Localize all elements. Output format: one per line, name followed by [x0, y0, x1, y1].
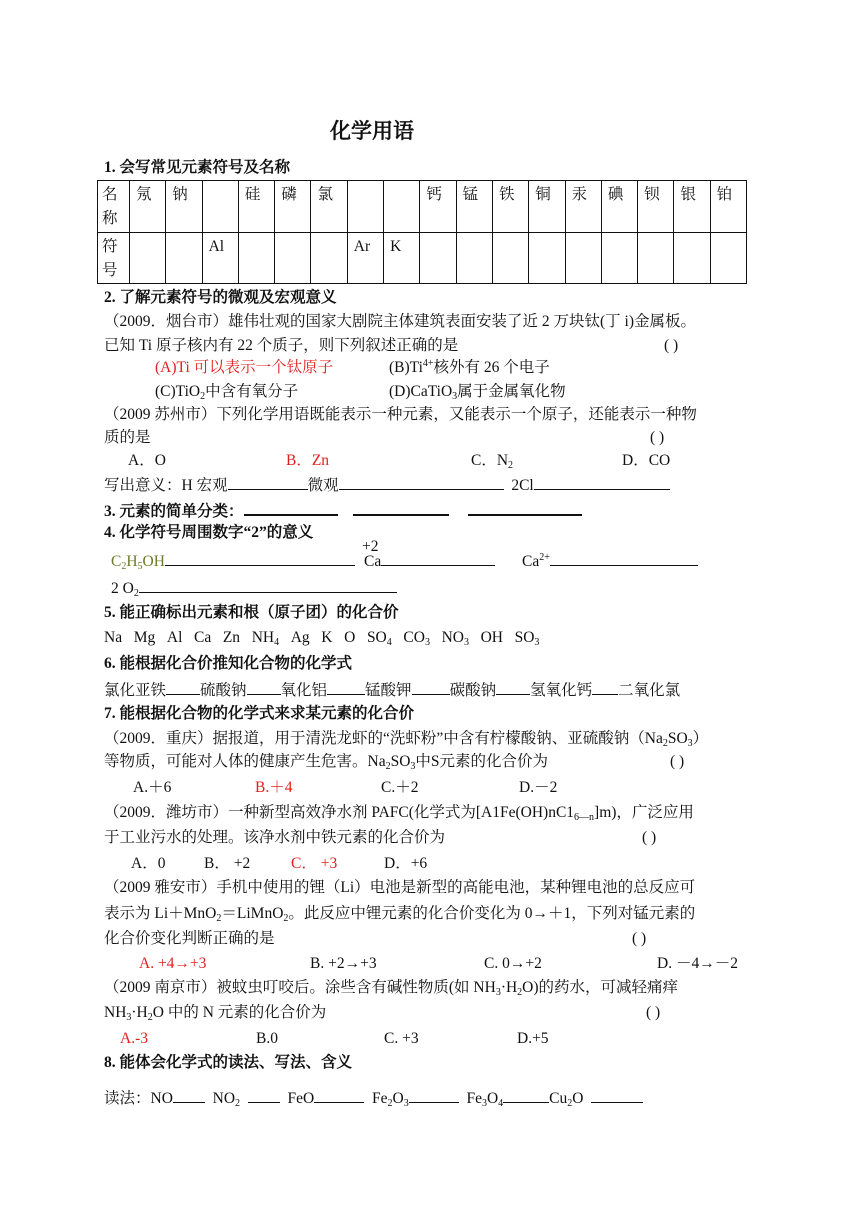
blank[interactable] — [412, 679, 450, 695]
symbol-cell[interactable] — [565, 233, 601, 284]
element-symbol-row — [98, 233, 747, 284]
option-d: D．CO — [622, 452, 671, 469]
answer-paren[interactable]: ( ) — [642, 829, 657, 846]
option-c: C． +3 — [291, 855, 338, 872]
table-cell: 氖 — [130, 181, 166, 233]
option-d: D. －4→－2 — [657, 955, 738, 972]
table-cell: 钙 — [420, 181, 456, 233]
option-d: D．+6 — [384, 855, 428, 872]
blank[interactable] — [468, 499, 582, 516]
blank[interactable] — [166, 679, 200, 695]
symbol-cell[interactable] — [238, 233, 274, 284]
table-cell: 钠 — [166, 181, 202, 233]
table-cell: 铂 — [710, 181, 746, 233]
answer-paren[interactable]: ( ) — [650, 429, 665, 446]
table-cell: 铜 — [529, 181, 565, 233]
option-b: B.0 — [256, 1030, 278, 1047]
reading-line: 读法：NO $NO_2$ FeO $Fe_2O_3$ $Fe_3O_4$ $Cu_2O$ — [104, 1087, 643, 1109]
option-c: C. 0→+2 — [484, 955, 542, 972]
blank[interactable] — [550, 550, 698, 566]
c2h5oh-formula: $C_2H_5OH$ — [111, 553, 165, 572]
page-title: 化学用语 — [330, 119, 414, 143]
ca-ion: $Ca^{2+}$ — [522, 550, 698, 572]
element-table — [97, 180, 747, 284]
question-text: 已知 Ti 原子核内有 22 个质子，则下列叙述正确的是 — [104, 337, 459, 354]
symbol-cell[interactable] — [638, 233, 674, 284]
question-text: 等物质，可能对人体的健康产生危害。$Na_2SO_3$中S元素的化合价为 — [104, 753, 549, 772]
option-c: C．$N_2$ — [471, 452, 514, 471]
question-text: 质的是 — [104, 429, 151, 446]
ca-symbol: Ca — [364, 550, 495, 572]
blank[interactable] — [314, 1087, 364, 1103]
blank[interactable] — [244, 499, 338, 516]
table-cell — [202, 181, 238, 233]
blank[interactable] — [247, 679, 281, 695]
blank[interactable] — [381, 550, 495, 566]
table-cell: 氯 — [311, 181, 347, 233]
option-b: B． +2 — [204, 855, 251, 872]
symbol-cell[interactable] — [456, 233, 492, 284]
blank[interactable] — [534, 474, 670, 490]
blank[interactable] — [591, 1087, 643, 1103]
table-cell: 汞 — [565, 181, 601, 233]
valence-items: Na Mg Al Ca Zn $NH_4$ Ag K O $SO_4$ $CO_3$ $NO_3$ OH $SO_3$ — [104, 629, 540, 648]
compound-names: 氯化亚铁 硫酸钠 氧化铝 锰酸钾 碳酸钠 氢氧化钙 二氧化氯 — [104, 679, 680, 701]
table-cell: 硅 — [238, 181, 274, 233]
table-cell: 锰 — [456, 181, 492, 233]
question-text: （2009 南京市）被蚊虫叮咬后。涂些含有碱性物质(如 $NH_3\cdot H_2O$)的药水，可减轻痛痒 — [104, 979, 679, 998]
section-2-heading: 2. 了解元素符号的微观及宏观意义 — [104, 289, 337, 306]
section-6-heading: 6. 能根据化合价推知化合物的化学式 — [104, 655, 353, 672]
section-7-heading: 7. 能根据化合物的化学式来求某元素的化合价 — [104, 705, 415, 722]
table-cell: 银 — [674, 181, 710, 233]
symbol-cell[interactable] — [311, 233, 347, 284]
option-a: A．O — [128, 452, 166, 469]
table-cell: 磷 — [275, 181, 311, 233]
symbol-row-header: 符 号 — [98, 233, 130, 284]
question-text: 表示为 Li＋MnO$_2$＝LiMnO$_2$。此反应中锂元素的化合价变化为 0→＋1，下列对锰元素的 — [104, 905, 696, 924]
option-b: B. +2→+3 — [310, 955, 377, 972]
blank[interactable] — [339, 474, 504, 490]
question-text: 于工业污水的处理。该净水剂中铁元素的化合价为 — [104, 829, 446, 846]
option-d: (D)CaTiO$_3$属于金属氧化物 — [389, 383, 566, 402]
option-d: D.+5 — [517, 1030, 549, 1047]
symbol-cell[interactable]: K — [384, 233, 420, 284]
section-8-heading: 8. 能体会化学式的读法、写法、含义 — [104, 1054, 353, 1071]
symbol-cell[interactable] — [601, 233, 637, 284]
symbol-cell[interactable]: Al — [202, 233, 238, 284]
section-4-heading: 4. 化学符号周围数字“2”的意义 — [104, 524, 314, 541]
answer-paren[interactable]: ( ) — [632, 930, 647, 947]
option-c: (C)TiO$_2$中含有氧分子 — [155, 383, 299, 402]
symbol-cell[interactable] — [710, 233, 746, 284]
name-row-header: 名 称 — [98, 181, 130, 233]
blank[interactable] — [248, 1087, 280, 1103]
blank[interactable] — [409, 1087, 459, 1103]
answer-paren[interactable]: ( ) — [646, 1004, 661, 1021]
option-a: A.＋6 — [133, 779, 172, 796]
option-a: A.-3 — [120, 1030, 148, 1047]
meaning-line: 写出意义：H 宏观 微观 2Cl — [104, 474, 670, 496]
o2-line: 2 $O_2$ — [111, 577, 397, 599]
ca-charge: +2 — [362, 538, 379, 555]
section-3-heading: 3. 元素的简单分类： — [104, 499, 582, 522]
question-text: （2009 雅安市）手机中使用的锂（Li）电池是新型的高能电池，某种锂电池的总反应可 — [104, 879, 696, 896]
answer-paren[interactable]: ( ) — [670, 753, 685, 770]
option-b: $(B)Ti^{4+}$核外有 26 个电子 — [389, 358, 550, 376]
option-c: C.＋2 — [381, 779, 419, 796]
symbol-cell[interactable] — [420, 233, 456, 284]
table-cell: 钡 — [638, 181, 674, 233]
option-b: B.＋4 — [255, 779, 293, 796]
option-a: A．0 — [131, 855, 166, 872]
blank[interactable] — [503, 1087, 549, 1103]
symbol-cell[interactable] — [130, 233, 166, 284]
question-text: 化合价变化判断正确的是 — [104, 930, 275, 947]
table-cell: 碘 — [601, 181, 637, 233]
blank[interactable] — [353, 499, 449, 516]
section-1-heading: 1. 会写常见元素符号及名称 — [104, 159, 291, 176]
blank[interactable] — [173, 1087, 205, 1103]
answer-paren[interactable]: ( ) — [664, 337, 679, 354]
option-b: B．Zn — [286, 452, 330, 469]
option-a: A. +4→+3 — [139, 955, 207, 972]
symbol-cell[interactable]: Ar — [347, 233, 383, 284]
symbol-cell[interactable] — [492, 233, 528, 284]
question-text: $NH_3\cdot H_2O$ 中的 N 元素的化合价为 — [104, 1004, 327, 1023]
blank[interactable] — [496, 679, 530, 695]
blank[interactable] — [327, 679, 365, 695]
table-cell — [384, 181, 420, 233]
option-c: C. +3 — [384, 1030, 419, 1047]
symbol-cell[interactable] — [275, 233, 311, 284]
symbol-cell[interactable] — [674, 233, 710, 284]
question-text: （2009．重庆）据报道，用于清洗龙虾的“洗虾粉”中含有柠檬酸钠、亚硫酸钠$(Na_2SO_3)$ — [104, 730, 709, 749]
blank[interactable] — [139, 577, 397, 593]
option-a: (A)Ti 可以表示一个钛原子 — [155, 359, 334, 376]
blank[interactable] — [165, 550, 355, 566]
symbol-cell[interactable] — [166, 233, 202, 284]
table-cell: 铁 — [492, 181, 528, 233]
blank[interactable] — [592, 679, 618, 695]
element-name-row — [98, 181, 747, 233]
question-text: （2009．潍坊市）一种新型高效净水剂 PAFC(化学式为$[A1Fe(OH)nC1_{6—n}]m$)，广泛应用 — [104, 804, 694, 823]
symbol-cell[interactable] — [529, 233, 565, 284]
symbol-line — [111, 550, 355, 572]
question-text: （2009 苏州市）下列化学用语既能表示一种元素，又能表示一个原子，还能表示一种物 — [104, 406, 697, 423]
option-d: D.－2 — [519, 779, 558, 796]
question-text: （2009．烟台市）雄伟壮观的国家大剧院主体建筑表面安装了近 2 万块钛(丁 i)金属板。 — [104, 313, 697, 330]
section-5-heading: 5. 能正确标出元素和根（原子团）的化合价 — [104, 604, 399, 621]
table-cell — [347, 181, 383, 233]
blank[interactable] — [228, 474, 308, 490]
